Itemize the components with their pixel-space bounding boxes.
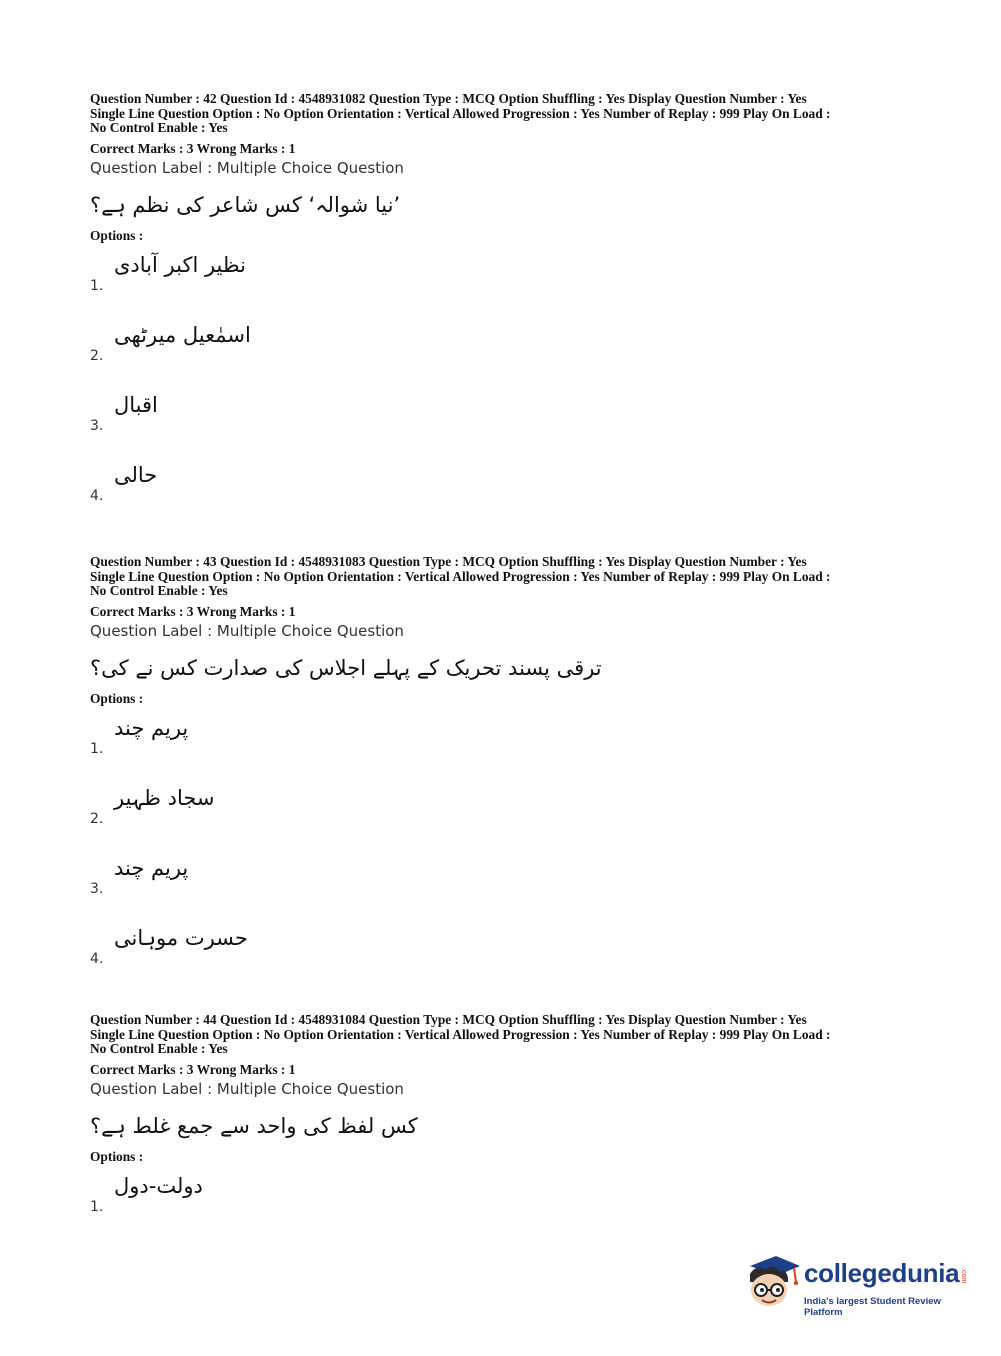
option-text: حسرت موہانی (114, 925, 248, 950)
question-meta-line2: Single Line Question Option : No Option Orientation : Vertical Allowed Progression : Yes Number of Replay : 999 Play On Load : (90, 1026, 831, 1042)
option-text: پریم چند (114, 855, 189, 880)
option-item (90, 390, 910, 460)
option-number: 1. (90, 740, 104, 757)
question-text: کس لفظ کی واحد سے جمع غلط ہے؟ (90, 1113, 418, 1138)
option-text: اسمٰعیل میرٹھی (114, 322, 251, 347)
question-marks: Correct Marks : 3 Wrong Marks : 1 (90, 1061, 296, 1077)
option-number: 1. (90, 277, 104, 294)
question-label: Question Label : Multiple Choice Question (90, 1079, 404, 1098)
options-heading: Options : (90, 690, 144, 706)
question-meta-line2: Single Line Question Option : No Option Orientation : Vertical Allowed Progression : Yes Number of Replay : 999 Play On Load : (90, 568, 831, 584)
options-list (90, 1171, 910, 1241)
brand-tagline: India's largest Student Review Platform (804, 1296, 941, 1318)
options-heading: Options : (90, 1148, 144, 1164)
question-label: Question Label : Multiple Choice Question (90, 158, 404, 177)
option-item (90, 923, 910, 993)
brand-name: collegedunia (804, 1258, 960, 1288)
option-number: 3. (90, 880, 104, 897)
option-number: 1. (90, 1198, 104, 1215)
options-heading: Options : (90, 227, 144, 243)
option-item (90, 783, 910, 853)
graduate-mascot-icon (742, 1252, 802, 1314)
question-meta-line1: Question Number : 44 Question Id : 4548931084 Question Type : MCQ Option Shuffling : Yes Display Question Number : Yes (90, 1012, 807, 1027)
option-item (90, 713, 910, 783)
question-text: ترقی پسند تحریک کے پہلے اجلاس کی صدارت کس نے کی؟ (90, 655, 602, 680)
question-marks: Correct Marks : 3 Wrong Marks : 1 (90, 140, 296, 156)
option-number: 4. (90, 950, 104, 967)
question-meta-line3: No Control Enable : Yes (90, 120, 228, 135)
option-text: پریم چند (114, 715, 189, 740)
question-meta-line1: Question Number : 43 Question Id : 4548931083 Question Type : MCQ Option Shuffling : Yes Display Question Number : Yes (90, 554, 807, 569)
option-text: دولت-دول (114, 1173, 203, 1198)
option-text: سجاد ظہیر (114, 785, 215, 810)
question-meta-line1: Question Number : 42 Question Id : 4548931082 Question Type : MCQ Option Shuffling : Yes Display Question Number : Yes (90, 91, 807, 106)
options-list (90, 250, 910, 530)
question-meta-line3: No Control Enable : Yes (90, 1041, 228, 1056)
question-block-43 (90, 555, 910, 993)
option-item (90, 250, 910, 320)
option-number: 3. (90, 417, 104, 434)
option-item (90, 1171, 910, 1241)
option-item (90, 460, 910, 530)
option-text: نظیر اکبر آبادی (114, 252, 246, 277)
option-item (90, 853, 910, 923)
option-item (90, 320, 910, 390)
option-number: 4. (90, 487, 104, 504)
question-meta-line3: No Control Enable : Yes (90, 583, 228, 598)
question-label: Question Label : Multiple Choice Question (90, 621, 404, 640)
question-marks: Correct Marks : 3 Wrong Marks : 1 (90, 603, 296, 619)
brand-domain-suffix: .com (960, 1268, 967, 1284)
question-block-44 (90, 1013, 910, 1241)
question-text: ’نیا شوالہ‘ کس شاعر کی نظم ہے؟ (90, 192, 401, 217)
option-number: 2. (90, 810, 104, 827)
question-block-42 (90, 92, 910, 530)
question-meta-line2: Single Line Question Option : No Option Orientation : Vertical Allowed Progression : Yes Number of Replay : 999 Play On Load : (90, 105, 831, 121)
option-number: 2. (90, 347, 104, 364)
collegedunia-logo (742, 1252, 972, 1318)
option-text: حالی (114, 462, 158, 487)
option-text: اقبال (114, 392, 158, 417)
options-list (90, 713, 910, 993)
